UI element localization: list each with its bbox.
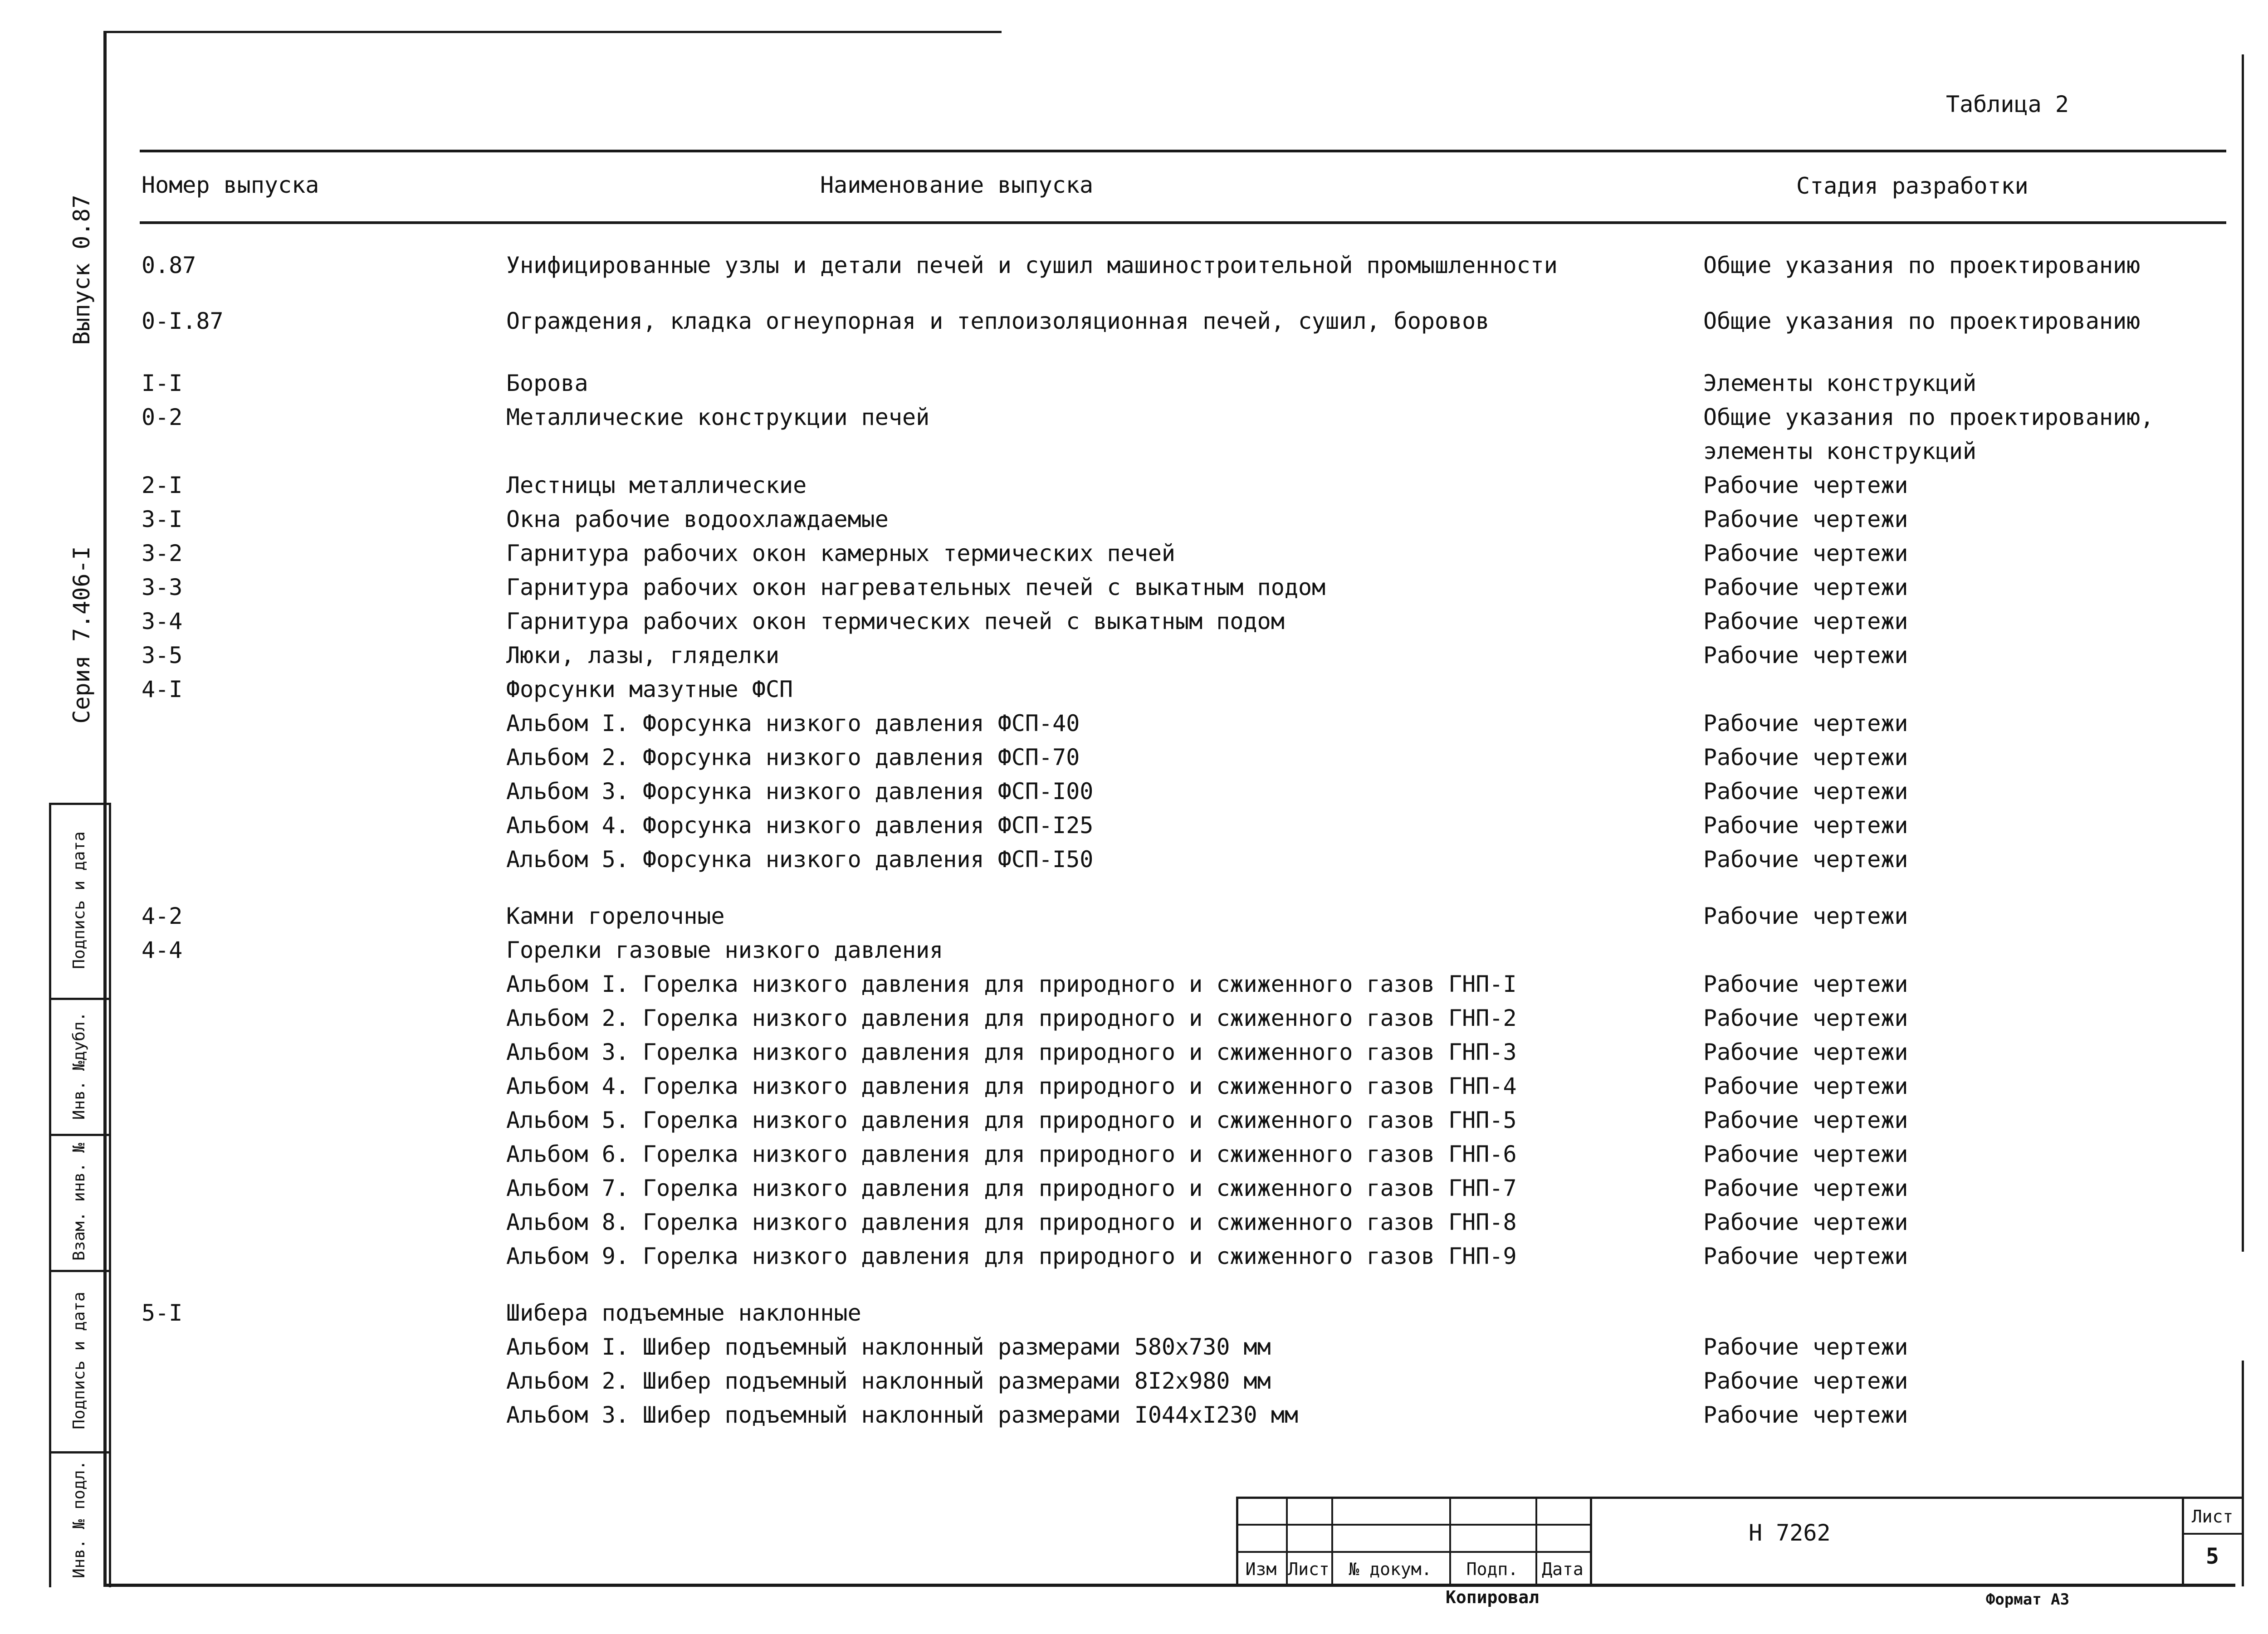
- row-name: Альбом 5. Форсунка низкого давления ФСП-I50: [506, 846, 1094, 873]
- row-stage: Рабочие чертежи: [1703, 1073, 1908, 1099]
- row-stage: Общие указания по проектированию,: [1703, 404, 2154, 430]
- row-name: Альбом 2. Горелка низкого давления для природного и сжиженного газов ГНП-2: [506, 1005, 1517, 1031]
- row-name: Гарнитура рабочих окон камерных термических печей: [506, 540, 1176, 566]
- row-stage: Рабочие чертежи: [1703, 1368, 1908, 1394]
- row-name: Альбом 9. Горелка низкого давления для природного и сжиженного газов ГНП-9: [506, 1243, 1517, 1269]
- row-name: Ограждения, кладка огнеупорная и теплоизоляционная печей, сушил, боровов: [506, 308, 1490, 334]
- row-number: 0.87: [142, 252, 196, 278]
- left-strip-label-2: Инв. №дубл.: [70, 1011, 88, 1120]
- row-number: 3-2: [142, 540, 183, 566]
- row-name: Гарнитура рабочих окон термических печей с выкатным подом: [506, 608, 1285, 634]
- row-name: Люки, лазы, гляделки: [506, 642, 780, 668]
- stamp-copied: Копировал: [1446, 1587, 1539, 1607]
- header-number: Номер выпуска: [142, 172, 319, 198]
- row-name: Шибера подъемные наклонные: [506, 1300, 861, 1326]
- row-stage: Рабочие чертежи: [1703, 812, 1908, 839]
- stamp-format: Формат А3: [1985, 1590, 2070, 1609]
- row-name: Альбом I. Шибер подъемный наклонный размерами 580х730 мм: [506, 1334, 1271, 1360]
- row-stage: Рабочие чертежи: [1703, 778, 1908, 805]
- table-label: Таблица 2: [1946, 91, 2069, 117]
- stamp-col-izm: Изм: [1245, 1559, 1277, 1579]
- row-stage: элементы конструкций: [1703, 438, 1977, 464]
- row-name: Камни горелочные: [506, 903, 725, 929]
- row-name: Альбом 7. Горелка низкого давления для природного и сжиженного газов ГНП-7: [506, 1175, 1517, 1201]
- row-stage: Рабочие чертежи: [1703, 903, 1908, 929]
- row-number: 3-4: [142, 608, 183, 634]
- row-name: Альбом 6. Горелка низкого давления для природного и сжиженного газов ГНП-6: [506, 1141, 1517, 1167]
- row-name: Альбом 2. Шибер подъемный наклонный размерами 8I2х980 мм: [506, 1368, 1271, 1394]
- row-name: Унифицированные узлы и детали печей и сушил машиностроительной промышленности: [506, 252, 1558, 278]
- row-number: 4-2: [142, 903, 183, 929]
- side-label-seria: Серия 7.406-I: [68, 546, 95, 724]
- row-name: Альбом 8. Горелка низкого давления для природного и сжиженного газов ГНП-8: [506, 1209, 1517, 1235]
- row-name: Альбом 3. Шибер подъемный наклонный размерами I044хI230 мм: [506, 1402, 1298, 1428]
- row-name: Окна рабочие водоохлаждаемые: [506, 506, 889, 532]
- stamp-sheet-label: Лист: [2191, 1507, 2234, 1527]
- row-stage: Общие указания по проектированию: [1703, 252, 2141, 278]
- header-name: Наименование выпуска: [820, 172, 1094, 198]
- row-stage: Рабочие чертежи: [1703, 1005, 1908, 1031]
- row-number: 0-2: [142, 404, 183, 430]
- row-name: Горелки газовые низкого давления: [506, 937, 943, 963]
- left-strip-label-4: Подпись и дата: [70, 1292, 88, 1429]
- row-name: Альбом I. Форсунка низкого давления ФСП-40: [506, 710, 1080, 737]
- row-stage: Рабочие чертежи: [1703, 642, 1908, 668]
- row-name: Альбом 3. Горелка низкого давления для природного и сжиженного газов ГНП-3: [506, 1039, 1517, 1065]
- frame-top-line: [103, 31, 1002, 33]
- stamp-doc-code: Н 7262: [1749, 1520, 1831, 1546]
- row-name: Металлические конструкции печей: [506, 404, 930, 430]
- row-name: Борова: [506, 370, 588, 396]
- row-name: Альбом 3. Форсунка низкого давления ФСП-I00: [506, 778, 1094, 805]
- row-number: 0-I.87: [142, 308, 224, 334]
- row-stage: Общие указания по проектированию: [1703, 308, 2141, 334]
- row-name: Гарнитура рабочих окон нагревательных печей с выкатным подом: [506, 574, 1326, 600]
- left-strip: [45, 803, 113, 1587]
- row-stage: Рабочие чертежи: [1703, 744, 1908, 771]
- stamp-sheet-number: 5: [2206, 1544, 2219, 1569]
- row-number: 3-5: [142, 642, 183, 668]
- row-name: Форсунки мазутные ФСП: [506, 676, 793, 702]
- row-stage: Рабочие чертежи: [1703, 1039, 1908, 1065]
- row-number: 5-I: [142, 1300, 183, 1326]
- left-strip-label-5: Инв. № подл.: [70, 1460, 88, 1579]
- side-label-vypusk: Выпуск 0.87: [68, 195, 95, 345]
- header-top-rule: [140, 150, 2226, 152]
- row-stage: Рабочие чертежи: [1703, 1107, 1908, 1133]
- stamp-col-data: Дата: [1542, 1559, 1584, 1579]
- row-stage: Рабочие чертежи: [1703, 472, 1908, 498]
- row-name: Альбом 4. Горелка низкого давления для природного и сжиженного газов ГНП-4: [506, 1073, 1517, 1099]
- row-stage: Рабочие чертежи: [1703, 846, 1908, 873]
- row-stage: Рабочие чертежи: [1703, 1175, 1908, 1201]
- row-number: 2-I: [142, 472, 183, 498]
- row-name: Лестницы металлические: [506, 472, 807, 498]
- left-strip-label-3: Взам. инв. №: [70, 1142, 88, 1261]
- header-stage: Стадия разработки: [1796, 173, 2028, 199]
- row-number: I-I: [142, 370, 183, 396]
- row-stage: Рабочие чертежи: [1703, 506, 1908, 532]
- row-stage: Рабочие чертежи: [1703, 540, 1908, 566]
- stamp-col-dokum: № докум.: [1349, 1559, 1432, 1579]
- row-name: Альбом I. Горелка низкого давления для природного и сжиженного газов ГНП-I: [506, 971, 1517, 997]
- row-stage: Рабочие чертежи: [1703, 608, 1908, 634]
- row-number: 3-I: [142, 506, 183, 532]
- row-number: 4-I: [142, 676, 183, 702]
- left-strip-label-1: Подпись и дата: [70, 831, 88, 969]
- row-number: 4-4: [142, 937, 183, 963]
- row-name: Альбом 4. Форсунка низкого давления ФСП-I25: [506, 812, 1094, 839]
- header-bottom-rule: [140, 221, 2226, 224]
- row-stage: Рабочие чертежи: [1703, 1334, 1908, 1360]
- frame-right-line-top: [2242, 54, 2244, 1252]
- row-stage: Рабочие чертежи: [1703, 1402, 1908, 1428]
- row-stage: Рабочие чертежи: [1703, 1209, 1908, 1235]
- row-stage: Рабочие чертежи: [1703, 1243, 1908, 1269]
- row-stage: Элементы конструкций: [1703, 370, 1977, 396]
- row-name: Альбом 2. Форсунка низкого давления ФСП-70: [506, 744, 1080, 771]
- title-block: [1236, 1497, 2243, 1587]
- row-stage: Рабочие чертежи: [1703, 1141, 1908, 1167]
- row-stage: Рабочие чертежи: [1703, 574, 1908, 600]
- row-stage: Рабочие чертежи: [1703, 710, 1908, 737]
- stamp-col-podp: Подп.: [1466, 1559, 1519, 1579]
- row-number: 3-3: [142, 574, 183, 600]
- stamp-col-list: Лист: [1288, 1559, 1330, 1579]
- row-stage: Рабочие чертежи: [1703, 971, 1908, 997]
- row-name: Альбом 5. Горелка низкого давления для природного и сжиженного газов ГНП-5: [506, 1107, 1517, 1133]
